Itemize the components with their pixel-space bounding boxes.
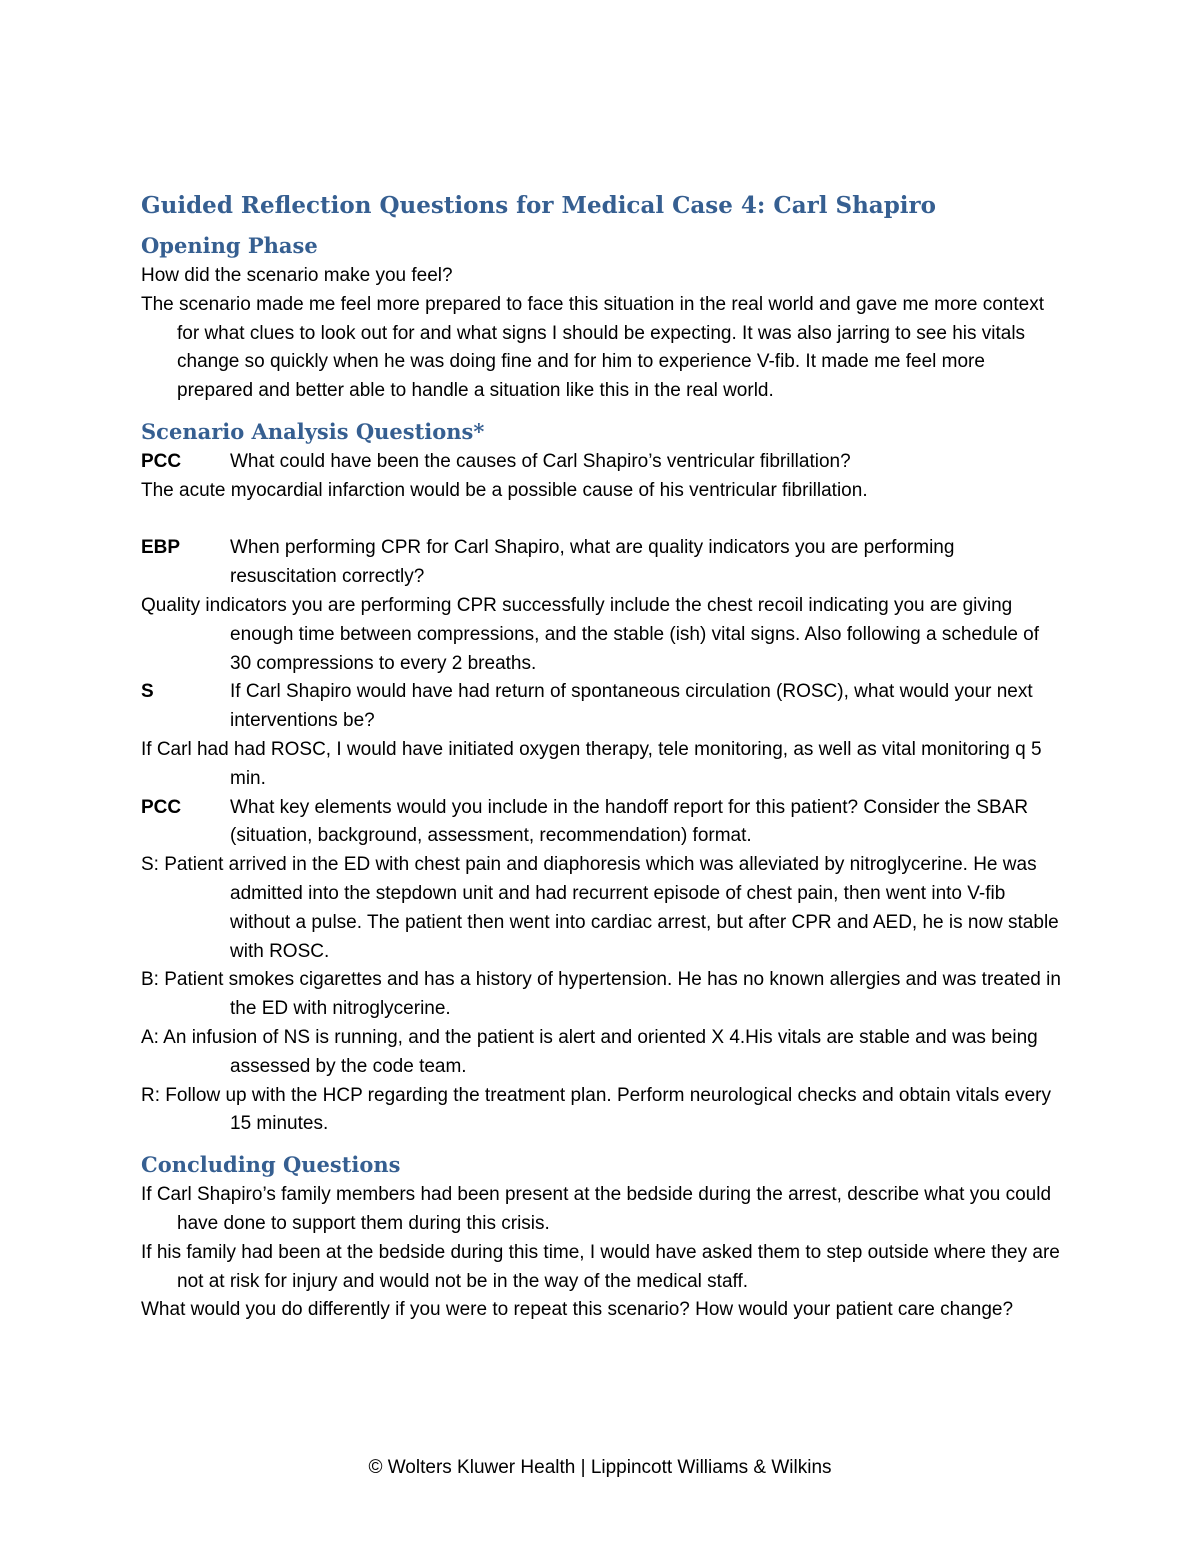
- sbar-recommendation: R: Follow up with the HCP regarding the treatment plan. Perform neurological checks and obtain vitals every 15 minutes.: [141, 1084, 1051, 1135]
- question-tag: EBP: [141, 537, 181, 559]
- opening-question: How did the scenario make you feel?: [141, 265, 453, 286]
- concluding-answer-1: If his family had been at the bedside during this time, I would have asked them to step outside where they are not at risk for injury and would not be in the way of the medical staff.: [141, 1241, 1060, 1292]
- document-page: [141, 188, 1061, 1325]
- opening-phase-section: [141, 230, 1061, 406]
- sbar-assessment: A: An infusion of NS is running, and the patient is alert and oriented X 4.His vitals are stable and was being assessed by the code team.: [141, 1026, 1038, 1077]
- analysis-answer-3: If Carl had had ROSC, I would have initiated oxygen therapy, tele monitoring, as well as vital monitoring q 5 min.: [141, 738, 1042, 789]
- question-text: When performing CPR for Carl Shapiro, what are quality indicators you are performing resuscitation correctly?: [230, 537, 955, 588]
- analysis-question-1: [141, 448, 1061, 477]
- analysis-answer-2: Quality indicators you are performing CPR successfully include the chest recoil indicating you are giving enough time between compressions, and the stable (ish) vital signs. Also following a schedule of 30 compressions to every 2 breaths.: [141, 594, 1040, 674]
- concluding-question-2: What would you do differently if you were to repeat this scenario? How would your patient care change?: [141, 1299, 1014, 1321]
- concluding-section: [141, 1149, 1061, 1325]
- opening-answer: The scenario made me feel more prepared to face this situation in the real world and gave me more context for what clues to look out for and what signs I should be expecting. It was also jarring to see his vitals change so quickly when he was doing fine and for him to experience V-fib. It made me feel more prepared and better able to handle a situation like this in the real world.: [141, 293, 1044, 402]
- blank-line: [141, 506, 1061, 535]
- opening-phase-heading: Opening Phase: [141, 233, 318, 258]
- scenario-analysis-heading: Scenario Analysis Questions*: [141, 418, 485, 444]
- question-text: What key elements would you include in the handoff report for this patient? Consider the SBAR (situation, background, assessment, recommendation) format.: [230, 796, 1029, 847]
- concluding-question-1: If Carl Shapiro’s family members had been present at the bedside during the arrest, describe what you could have done to support them during this crisis.: [141, 1184, 1052, 1234]
- concluding-heading: Concluding Questions: [141, 1152, 401, 1178]
- question-text: If Carl Shapiro would have had return of spontaneous circulation (ROSC), what would your next interventions be?: [230, 681, 1033, 732]
- page-footer: © Wolters Kluwer Health | Lippincott Williams & Wilkins: [368, 1457, 832, 1478]
- analysis-answer-1: The acute myocardial infarction would be a possible cause of his ventricular fibrillation.: [141, 479, 868, 501]
- question-tag: S: [141, 681, 154, 703]
- document-title: Guided Reflection Questions for Medical Case 4: Carl Shapiro: [141, 192, 936, 219]
- analysis-question-3: [141, 678, 1061, 736]
- analysis-question-2: [141, 534, 1061, 592]
- question-text: What could have been the causes of Carl Shapiro’s ventricular fibrillation?: [230, 450, 851, 472]
- scenario-analysis-section: [141, 416, 1061, 1139]
- sbar-situation: S: Patient arrived in the ED with chest pain and diaphoresis which was alleviated by nitroglycerine. He was admitted into the stepdown unit and had recurrent episode of chest pain, then went into V-fib without a pulse. The patient then went into cardiac arrest, but after CPR and AED, he is now stable with ROSC.: [141, 854, 1059, 962]
- analysis-question-4: [141, 794, 1061, 852]
- sbar-background: B: Patient smokes cigarettes and has a history of hypertension. He has no known allergies and was treated in the ED with nitroglycerine.: [141, 969, 1061, 1020]
- question-tag: PCC: [141, 450, 182, 472]
- question-tag: PCC: [141, 796, 182, 818]
